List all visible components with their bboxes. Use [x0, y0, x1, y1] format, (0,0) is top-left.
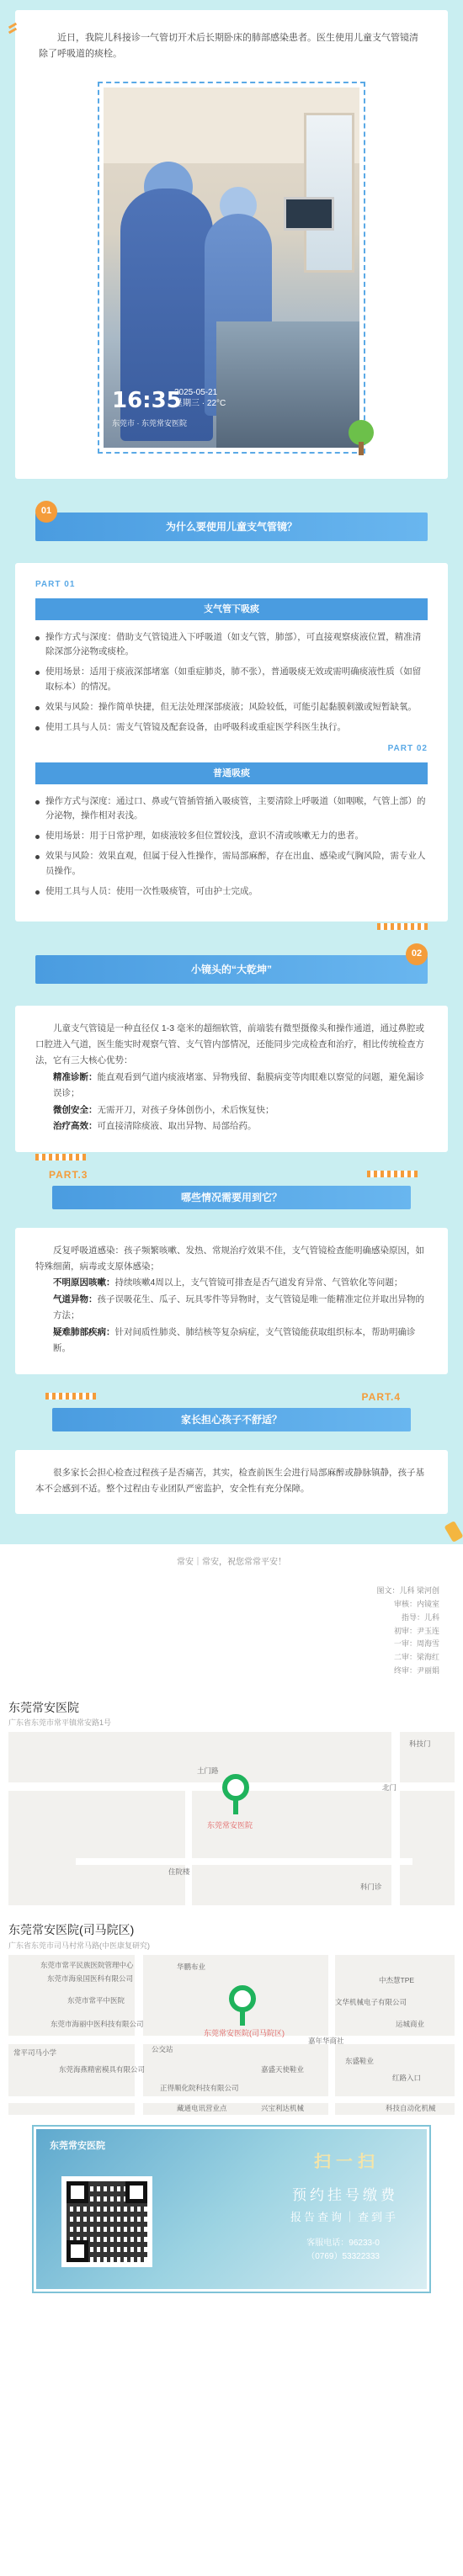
decor-lines-icon [8, 22, 22, 35]
list-item: 效果与风险：效果直观，但属于侵入性操作，需局部麻醉，存在出血、感染或气胸风险，需专业人员操作。 [35, 849, 428, 879]
checker-decoration [367, 1171, 418, 1177]
list-item: 操作方式与深度：借助支气管镜进入下呼吸道（如支气管，肺部），可直接观察痰液位置，精准清除深部分泌物或痰栓。 [35, 630, 428, 661]
qr-code[interactable] [61, 2176, 152, 2267]
section-number-badge: 01 [35, 501, 57, 523]
section-small-lens [15, 948, 448, 1152]
section-when-needed [15, 1168, 448, 1374]
photo-frame [98, 82, 365, 454]
photo-date: 2025-05-21 星期三 · 22°C [174, 387, 226, 408]
list-item: 使用场景：适用于痰液深部堵塞（如重症肺炎，肺不张），普通吸痰无效或需明确痰液性质（如留取标本）的情况。 [35, 665, 428, 695]
advantage-item: 微创安全：无需开刀，对孩子身体创伤小，术后恢复快； [53, 1104, 274, 1115]
photo-location: 东莞市 · 东莞常安医院 [112, 418, 187, 428]
advantage-item: 精准诊断：能直观看到气道内痰液堵塞、异物残留、黏膜病变等肉眼难以察觉的问题，避免漏诊误诊； [53, 1071, 424, 1099]
part-label: PART 02 [387, 743, 428, 753]
map-title: 东莞常安医院(司马院区) [8, 1923, 135, 1937]
slogan: 常安｜常安，祝您常常平安！ [0, 1544, 463, 1581]
sub-title: 普通吸痰 [35, 762, 428, 784]
advantage-item: 治疗高效：可直接清除痰液、取出异物、局部给药。 [53, 1121, 257, 1132]
list-item: 使用工具与人员：需支气管镜及配套设备，由呼吸科或重症医学科医生执行。 [35, 720, 428, 736]
list-item: 操作方式与深度：通过口、鼻或气管插管插入吸痰管，主要清除上呼吸道（如咽喉，气管上部）的分泌物，操作相对表浅。 [35, 794, 428, 825]
list-item: 使用场景：用于日常护理，如痰液较多但位置较浅，意识不清或咳嗽无力的患者。 [35, 829, 428, 844]
monitor-icon [284, 197, 334, 231]
pencil-icon [444, 1521, 463, 1543]
map-card-sima[interactable] [0, 1915, 463, 2115]
bronchoscope-list [35, 630, 428, 736]
checker-decoration [35, 1154, 86, 1161]
tree-icon [347, 420, 375, 457]
map-title: 东莞常安医院 [8, 1700, 79, 1714]
part-label: PART 01 [35, 579, 76, 589]
scan-title: 扫一扫 [314, 2151, 380, 2172]
map-address: 广东省东莞市常平镇常安路1号 [8, 1718, 112, 1728]
indication-item: 气道异物：孩子误吸花生、瓜子、玩具零件等异物时，支气管镜是唯一能精准定位并取出异物的方法； [53, 1293, 424, 1321]
section-comfort [15, 1390, 448, 1515]
promo-line: 预约挂号缴费 [292, 2187, 398, 2205]
indication-item: 不明原因咳嗽：持续咳嗽4周以上，支气管镜可排查是否气道发育异常、气管软化等问题； [53, 1277, 403, 1288]
part-label: PART.3 [49, 1168, 88, 1181]
map-view[interactable]: 东莞市常平民族医院管理中心 东莞市海泉国医科有限公司 华鹏布业 中杰慧TPE 东莞市常平中医院 东莞市海丽中医科技有限公司 常平司马小学 公交站 文华机械电子有限公司 运城商业 东莞海燕精密模具有限公司 嘉年华商社 东盛鞋业 红路入口 嘉盛天使鞋业 正得顺化院科技有限公司 科技自动化机械 藏通电讯营业点 兴宝利达机械 东莞常安医院(司马院区) [8, 1955, 455, 2115]
photo-time: 16:35 [112, 387, 182, 413]
advantages-card [15, 1006, 448, 1152]
indication-item: 疑难肺部疾病：针对间质性肺炎、肺结核等复杂病症，支气管镜能获取组织标本，帮助明确诊断。 [53, 1326, 416, 1354]
promo-banner [34, 2127, 429, 2292]
list-item: 使用工具与人员：使用一次性吸痰管，可由护士完成。 [35, 884, 428, 900]
promo-line: 报告查询｜查到手 [290, 2212, 398, 2225]
part-label: PART.4 [361, 1390, 401, 1403]
advantages-intro: 儿童支气管镜是一种直径仅 1-3 毫米的超细软管，前端装有微型摄像头和操作通道，通过鼻腔或口腔进入气道，医生能实时观察气管、支气管内部情况，还能同步完成检查和治疗，相比传统检查方法，它有三大核心优势： [35, 1022, 425, 1066]
list-item: 效果与风险：操作简单快捷，但无法处理深部痰液；风险较低，可能引起黏膜刺激或短暂缺氧。 [35, 700, 428, 715]
indications-card [15, 1228, 448, 1374]
section-number-badge: 02 [406, 943, 428, 965]
section-why-bronchoscope [15, 505, 448, 922]
intro-card [15, 10, 448, 479]
procedure-photo[interactable] [104, 88, 359, 448]
sub-title: 支气管下吸痰 [35, 598, 428, 620]
compare-card [15, 563, 448, 922]
section-title: 哪些情况需要用到它？ [52, 1186, 411, 1209]
checker-decoration [45, 1393, 96, 1400]
map-view[interactable]: 土门路 北门 住院楼 科技门 科门诊 东莞常安医院 [8, 1732, 455, 1905]
section-title: 家长担心孩子不舒适？ [52, 1408, 411, 1431]
section-title: 小镜头的“大乾坤” [35, 955, 428, 984]
phone-number: （0769）53322333 [306, 2252, 380, 2262]
hospital-logo: 东莞常安医院 [50, 2141, 105, 2152]
credits: 图文：儿科 梁河创 审核：内镜室 指导：儿科 初审：尹玉连 一审：周海雪 二审：梁海红 终审：尹丽娟 [0, 1581, 463, 1692]
comfort-card [15, 1450, 448, 1515]
indication-intro: 反复呼吸道感染：孩子频繁咳嗽、发热、常规治疗效果不佳，支气管镜检查能明确感染原因，如特殊细菌，病毒或支原体感染； [35, 1245, 424, 1272]
phone-number: 客服电话：96233-0 [306, 2239, 380, 2249]
location-pin-icon[interactable] [222, 1774, 249, 1801]
map-card-main[interactable] [0, 1693, 463, 1906]
section-title: 为什么要使用儿童支气管镜？ [35, 513, 428, 541]
normal-suction-list [35, 794, 428, 900]
checker-decoration [377, 923, 428, 930]
comfort-text: 很多家长会担心检查过程孩子是否痛苦，其实，检查前医生会进行局部麻醉或静脉镇静，孩子基本不会感到不适。整个过程由专业团队严密监护，安全性有充分保障。 [35, 1467, 424, 1494]
map-address: 广东省东莞市司马村常马路(中医康复研究) [8, 1941, 150, 1950]
location-pin-icon[interactable] [229, 1985, 256, 2012]
intro-text: 近日，我院儿科接诊一气管切开术后长期卧床的肺部感染患者。医生使用儿童支气管镜清除了呼吸道的痰栓。 [39, 33, 418, 60]
